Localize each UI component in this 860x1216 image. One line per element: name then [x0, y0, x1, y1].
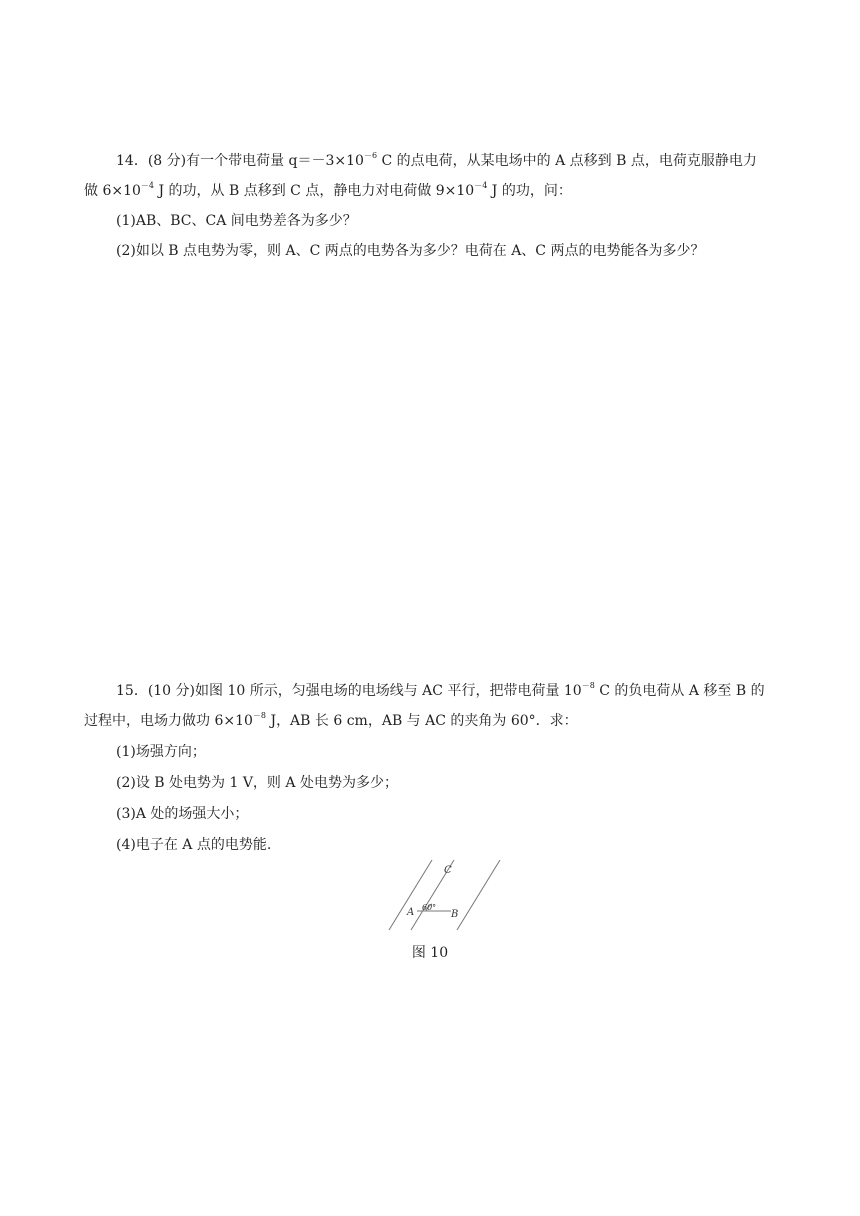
figure-caption: 图 10: [411, 945, 449, 961]
q14-text: J 的功，从 B 点移到 C 点，静电力对电荷做 9×10: [154, 183, 475, 199]
q15-subquestion-3: (3)A 处的场强大小；: [116, 806, 249, 822]
label-c: C: [444, 865, 452, 876]
q14-line-2: [84, 181, 572, 201]
field-line: [457, 860, 500, 930]
q14-line-1: [116, 151, 757, 171]
q15-subquestion-4: (4)电子在 A 点的电势能.: [116, 837, 272, 853]
q15-subquestion-2: (2)设 B 处电势为 1 V，则 A 处电势为多少；: [116, 775, 398, 791]
exponent: －4: [474, 181, 488, 191]
q15-line-2: [84, 711, 578, 731]
q15-text: C 的负电荷从 A 移至 B 的: [594, 683, 765, 699]
field-diagram: [385, 858, 505, 934]
q14-subquestion-1: (1)AB、BC、CA 间电势差各为多少？: [116, 213, 357, 229]
exponent: －4: [140, 181, 154, 191]
label-a: A: [407, 907, 415, 918]
q14-subquestion-2: (2)如以 B 点电势为零，则 A、C 两点的电势各为多少？电荷在 A、C 两点的电势能各为多少？: [116, 243, 705, 259]
q15-text: J，AB 长 6 cm，AB 与 AC 的夹角为 60°．求：: [266, 713, 578, 729]
exponent: －8: [581, 681, 595, 691]
exponent: －8: [252, 711, 266, 721]
q14-text: 14．(8 分)有一个带电荷量 q＝－3×10: [116, 153, 364, 169]
exponent: －6: [363, 151, 378, 161]
q14-text: 做 6×10: [84, 183, 141, 199]
q14-text: C 的点电荷，从某电场中的 A 点移到 B 点，电荷克服静电力: [377, 153, 757, 169]
q15-subquestion-1: (1)场强方向；: [116, 744, 206, 760]
q15-text: 15．(10 分)如图 10 所示，匀强电场的电场线与 AC 平行，把带电荷量 10: [116, 683, 582, 699]
label-b: B: [451, 909, 459, 920]
q15-text: 过程中，电场力做功 6×10: [84, 713, 253, 729]
q14-text: J 的功，问：: [487, 183, 572, 199]
angle-label: 60°: [422, 903, 437, 912]
q15-line-1: [116, 681, 765, 701]
field-line: [389, 860, 432, 930]
